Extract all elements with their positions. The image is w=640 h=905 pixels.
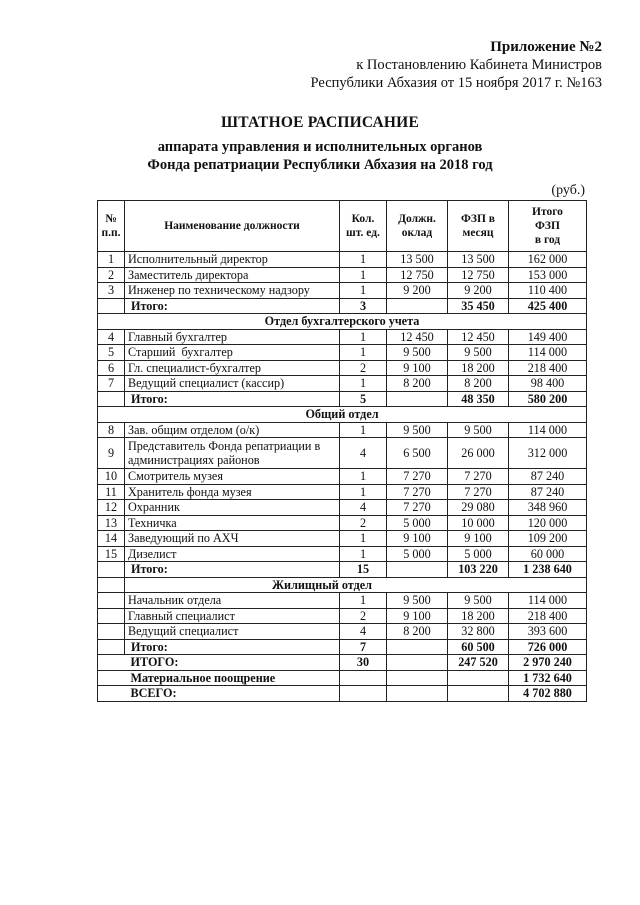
subtotal-count: 15 xyxy=(340,562,387,578)
section-header-row xyxy=(98,407,587,423)
subtotal-count: 3 xyxy=(340,298,387,314)
col-yearly-line-2: ФЗП xyxy=(535,220,560,232)
cell-count: 1 xyxy=(340,593,387,609)
cell-num: 4 xyxy=(98,329,125,345)
cell-monthly: 7 270 xyxy=(448,484,509,500)
cell-salary xyxy=(387,686,448,702)
cell-name: Охранник xyxy=(125,500,340,516)
col-count: Кол. шт. ед. xyxy=(340,201,387,252)
bonus-label: Материальное поощрение xyxy=(125,670,340,686)
cell-count: 4 xyxy=(340,438,387,469)
cell-count: 1 xyxy=(340,422,387,438)
cell-name: Главный бухгалтер xyxy=(125,329,340,345)
cell-count: 2 xyxy=(340,360,387,376)
document-subtitle xyxy=(0,138,640,174)
cell-count: 1 xyxy=(340,329,387,345)
cell-salary xyxy=(387,655,448,671)
cell-monthly: 7 270 xyxy=(448,469,509,485)
table-row xyxy=(98,531,587,547)
header-line-1: к Постановлению Кабинета Министров xyxy=(356,57,602,73)
grand-total-row xyxy=(98,655,587,671)
cell-yearly: 114 000 xyxy=(509,422,587,438)
cell-num: 6 xyxy=(98,360,125,376)
cell-count: 4 xyxy=(340,624,387,640)
cell-monthly: 9 500 xyxy=(448,345,509,361)
table-header-row xyxy=(98,201,587,252)
subtotal-yearly: 425 400 xyxy=(509,298,587,314)
subtotal-label: Итого: xyxy=(125,391,340,407)
cell-count: 1 xyxy=(340,283,387,299)
cell-salary xyxy=(387,298,448,314)
cell-num xyxy=(98,577,125,593)
subtotal-row xyxy=(98,562,587,578)
subtotal-monthly: 35 450 xyxy=(448,298,509,314)
section-title: Общий отдел xyxy=(98,407,587,423)
cell-num: 12 xyxy=(98,500,125,516)
cell-yearly: 109 200 xyxy=(509,531,587,547)
cell-num xyxy=(98,608,125,624)
cell-name: Дизелист xyxy=(125,546,340,562)
currency-unit: (руб.) xyxy=(551,183,585,198)
cell-monthly: 9 200 xyxy=(448,283,509,299)
cell-count xyxy=(340,686,387,702)
cell-monthly: 9 500 xyxy=(448,422,509,438)
table-row xyxy=(98,608,587,624)
cell-name: Ведущий специалист xyxy=(125,624,340,640)
cell-count: 2 xyxy=(340,515,387,531)
cell-yearly: 87 240 xyxy=(509,484,587,500)
table-row xyxy=(98,329,587,345)
cell-count: 2 xyxy=(340,608,387,624)
cell-salary: 9 500 xyxy=(387,422,448,438)
cell-count: 1 xyxy=(340,531,387,547)
cell-salary: 9 100 xyxy=(387,531,448,547)
header-line-2: Республики Абхазия от 15 ноября 2017 г. №163 xyxy=(310,75,602,91)
cell-salary: 5 000 xyxy=(387,515,448,531)
table-row xyxy=(98,345,587,361)
table-row xyxy=(98,283,587,299)
cell-monthly xyxy=(448,686,509,702)
col-yearly-line-3: в год xyxy=(534,234,561,246)
cell-num xyxy=(98,391,125,407)
cell-count xyxy=(340,670,387,686)
cell-count: 1 xyxy=(340,546,387,562)
cell-num: 8 xyxy=(98,422,125,438)
cell-name: Гл. специалист-бухгалтер xyxy=(125,360,340,376)
cell-count: 1 xyxy=(340,252,387,268)
cell-num: 9 xyxy=(98,438,125,469)
bonus-row xyxy=(98,670,587,686)
table-row xyxy=(98,252,587,268)
cell-yearly: 393 600 xyxy=(509,624,587,640)
cell-yearly: 149 400 xyxy=(509,329,587,345)
subtotal-monthly: 60 500 xyxy=(448,639,509,655)
cell-count: 1 xyxy=(340,376,387,392)
cell-name: Исполнительный директор xyxy=(125,252,340,268)
document-header xyxy=(311,38,602,92)
cell-name: Хранитель фонда музея xyxy=(125,484,340,500)
col-num: № п.п. xyxy=(98,201,125,252)
cell-salary xyxy=(387,670,448,686)
cell-count: 1 xyxy=(340,345,387,361)
grand-total-count: 30 xyxy=(340,655,387,671)
cell-yearly: 110 400 xyxy=(509,283,587,299)
cell-num xyxy=(98,670,125,686)
cell-num xyxy=(98,562,125,578)
document-title: ШТАТНОЕ РАСПИСАНИЕ xyxy=(221,114,419,131)
cell-salary: 8 200 xyxy=(387,624,448,640)
cell-yearly: 114 000 xyxy=(509,593,587,609)
cell-num: 11 xyxy=(98,484,125,500)
subtotal-monthly: 48 350 xyxy=(448,391,509,407)
cell-name: Главный специалист xyxy=(125,608,340,624)
cell-monthly: 12 450 xyxy=(448,329,509,345)
cell-count: 1 xyxy=(340,469,387,485)
cell-name: Смотритель музея xyxy=(125,469,340,485)
all-total-yearly: 4 702 880 xyxy=(509,686,587,702)
cell-monthly: 18 200 xyxy=(448,608,509,624)
cell-salary: 5 000 xyxy=(387,546,448,562)
table-row xyxy=(98,438,587,469)
subtotal-label: Итого: xyxy=(125,639,340,655)
subtotal-label: Итого: xyxy=(125,298,340,314)
subtotal-monthly: 103 220 xyxy=(448,562,509,578)
cell-name: Старший бухгалтер xyxy=(125,345,340,361)
cell-salary: 7 270 xyxy=(387,500,448,516)
section-header-row xyxy=(98,577,587,593)
cell-num xyxy=(98,624,125,640)
cell-salary: 13 500 xyxy=(387,252,448,268)
cell-name: Начальник отдела xyxy=(125,593,340,609)
cell-salary: 9 500 xyxy=(387,345,448,361)
cell-count: 4 xyxy=(340,500,387,516)
subtitle-line-2: Фонда репатриации Республики Абхазия на 2018 год xyxy=(147,157,493,173)
col-yearly-line-1: Итого xyxy=(532,206,563,218)
grand-total-yearly: 2 970 240 xyxy=(509,655,587,671)
cell-yearly: 98 400 xyxy=(509,376,587,392)
cell-num: 14 xyxy=(98,531,125,547)
cell-monthly: 9 500 xyxy=(448,593,509,609)
cell-name: Техничка xyxy=(125,515,340,531)
cell-num: 5 xyxy=(98,345,125,361)
table-row xyxy=(98,469,587,485)
subtotal-row xyxy=(98,391,587,407)
table-row xyxy=(98,593,587,609)
cell-num: 13 xyxy=(98,515,125,531)
section-title: Жилищный отдел xyxy=(125,577,587,593)
section-header-row xyxy=(98,314,587,330)
cell-yearly: 218 400 xyxy=(509,360,587,376)
cell-salary: 9 100 xyxy=(387,608,448,624)
cell-salary xyxy=(387,391,448,407)
cell-monthly: 9 100 xyxy=(448,531,509,547)
cell-yearly: 114 000 xyxy=(509,345,587,361)
cell-count: 1 xyxy=(340,267,387,283)
cell-salary xyxy=(387,639,448,655)
cell-num: 10 xyxy=(98,469,125,485)
cell-yearly: 162 000 xyxy=(509,252,587,268)
cell-num xyxy=(98,639,125,655)
table-row xyxy=(98,267,587,283)
cell-num: 2 xyxy=(98,267,125,283)
table-row xyxy=(98,515,587,531)
cell-monthly: 13 500 xyxy=(448,252,509,268)
cell-monthly: 29 080 xyxy=(448,500,509,516)
subtotal-count: 7 xyxy=(340,639,387,655)
subtotal-label: Итого: xyxy=(125,562,340,578)
subtitle-line-1: аппарата управления и исполнительных органов xyxy=(157,139,483,155)
subtotal-yearly: 726 000 xyxy=(509,639,587,655)
cell-num xyxy=(98,686,125,702)
cell-yearly: 120 000 xyxy=(509,515,587,531)
col-name: Наименование должности xyxy=(125,201,340,252)
cell-num xyxy=(98,655,125,671)
table-row xyxy=(98,376,587,392)
cell-salary xyxy=(387,562,448,578)
table-row xyxy=(98,500,587,516)
cell-monthly: 32 800 xyxy=(448,624,509,640)
cell-name: Инженер по техническому надзору xyxy=(125,283,340,299)
cell-salary: 12 750 xyxy=(387,267,448,283)
cell-salary: 9 200 xyxy=(387,283,448,299)
cell-num xyxy=(98,298,125,314)
cell-yearly: 153 000 xyxy=(509,267,587,283)
col-salary: Должн. оклад xyxy=(387,201,448,252)
cell-salary: 9 500 xyxy=(387,593,448,609)
cell-salary: 9 100 xyxy=(387,360,448,376)
cell-num: 15 xyxy=(98,546,125,562)
table-row xyxy=(98,360,587,376)
all-total-row xyxy=(98,686,587,702)
cell-monthly: 5 000 xyxy=(448,546,509,562)
col-monthly: ФЗП в месяц xyxy=(448,201,509,252)
cell-name: Заведующий по АХЧ xyxy=(125,531,340,547)
table-row xyxy=(98,484,587,500)
cell-yearly: 60 000 xyxy=(509,546,587,562)
subtotal-row xyxy=(98,639,587,655)
table-row xyxy=(98,422,587,438)
cell-yearly: 348 960 xyxy=(509,500,587,516)
grand-total-monthly: 247 520 xyxy=(448,655,509,671)
cell-name: Заместитель директора xyxy=(125,267,340,283)
cell-count: 1 xyxy=(340,484,387,500)
cell-yearly: 312 000 xyxy=(509,438,587,469)
cell-num xyxy=(98,593,125,609)
cell-salary: 8 200 xyxy=(387,376,448,392)
subtotal-yearly: 1 238 640 xyxy=(509,562,587,578)
cell-name: Ведущий специалист (кассир) xyxy=(125,376,340,392)
table-row xyxy=(98,546,587,562)
cell-monthly: 10 000 xyxy=(448,515,509,531)
cell-num: 1 xyxy=(98,252,125,268)
appendix-title: Приложение №2 xyxy=(490,39,602,55)
cell-monthly: 8 200 xyxy=(448,376,509,392)
cell-yearly: 218 400 xyxy=(509,608,587,624)
cell-yearly: 87 240 xyxy=(509,469,587,485)
cell-salary: 7 270 xyxy=(387,484,448,500)
bonus-yearly: 1 732 640 xyxy=(509,670,587,686)
cell-salary: 6 500 xyxy=(387,438,448,469)
cell-num: 3 xyxy=(98,283,125,299)
cell-monthly xyxy=(448,670,509,686)
grand-total-label: ИТОГО: xyxy=(125,655,340,671)
cell-salary: 12 450 xyxy=(387,329,448,345)
subtotal-count: 5 xyxy=(340,391,387,407)
cell-num: 7 xyxy=(98,376,125,392)
staff-table xyxy=(97,200,587,702)
cell-name: Представитель Фонда репатриации в администрациях районов xyxy=(125,438,340,469)
subtotal-row xyxy=(98,298,587,314)
cell-monthly: 18 200 xyxy=(448,360,509,376)
cell-salary: 7 270 xyxy=(387,469,448,485)
cell-monthly: 26 000 xyxy=(448,438,509,469)
cell-monthly: 12 750 xyxy=(448,267,509,283)
all-total-label: ВСЕГО: xyxy=(125,686,340,702)
section-title: Отдел бухгалтерского учета xyxy=(98,314,587,330)
subtotal-yearly: 580 200 xyxy=(509,391,587,407)
cell-name: Зав. общим отделом (о/к) xyxy=(125,422,340,438)
col-yearly xyxy=(509,201,587,252)
table-row xyxy=(98,624,587,640)
